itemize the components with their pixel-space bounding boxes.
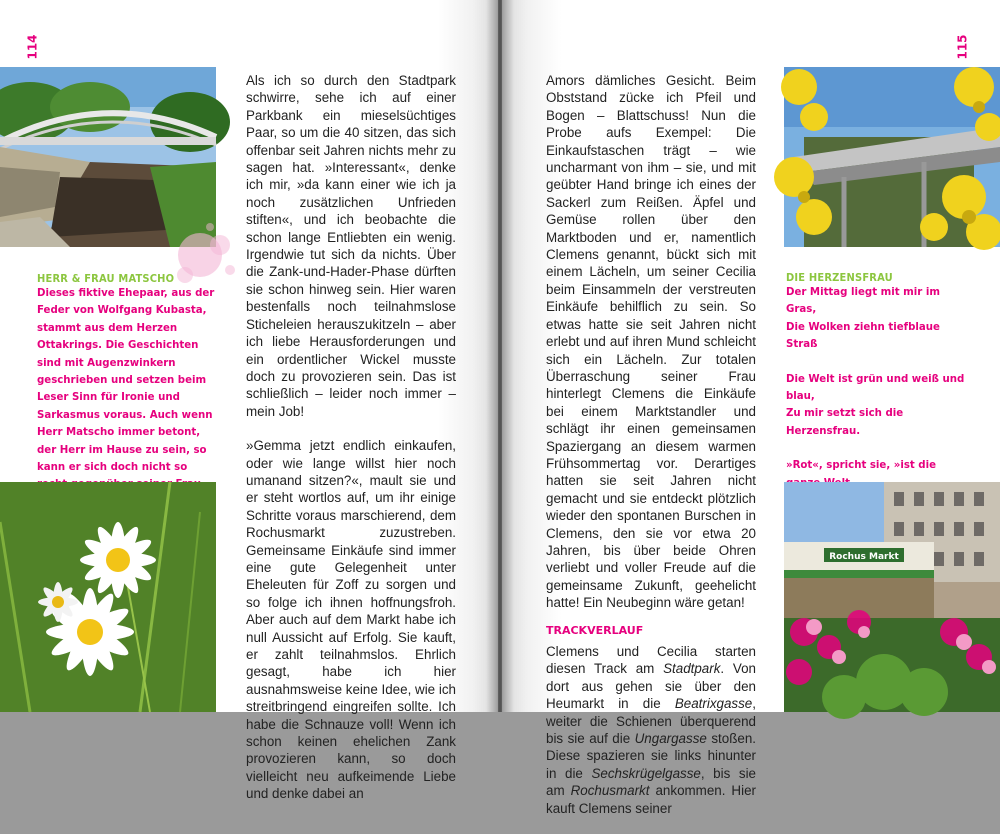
market-sign-text: Rochus Markt: [829, 552, 899, 562]
sidebar-text: Dieses fiktive Ehepaar, aus der Feder von Wolfgang Kubasta, stammt aus dem Herzen Ottakrings. Die Geschichten sind mit Augenzwinkern geschrieben und setzen beim Leser Sinn für Ironie und Sarkasmus voraus. Auch wenn Herr Matscho immer betont, der Herr im Hause zu sein, so kann er sich doch nicht so: [37, 288, 215, 474]
place-beatrixgasse: Beatrixgasse: [674, 696, 753, 712]
poem-line-4: Zu mir setzt sich die Herzensfrau.: [786, 408, 904, 437]
rochusmarkt-photo: [784, 482, 1000, 712]
poem-line-5: »Rot«, spricht sie, »ist die: [786, 460, 937, 472]
forsythia-bridge-photo: [784, 67, 1000, 247]
left-body-text: [246, 72, 456, 820]
place-stadtpark: Stadtpark: [663, 661, 721, 677]
page-number-right: 115: [955, 34, 970, 60]
right-paragraph-1: Amors dämliches Gesicht. Beim Obststand zücke ich Pfeil und Bogen – Blattschuss! Nun die Probe aufs Exempel: Die Einkaufstaschen trägt – wie uncharmant von ihm – sie, und mit geübter Hand bringe ich eines der Sackerl zum Reißen. Äpfel und Gemüse rollen über den Marktboden und er, namentlich Clemens genannt, bückt sich mit einem Lächeln, um seiner Cecilia beim Einsammeln der verstreuten Einkäufe behilflich zu sein. So etwas hatte sie seit Jahren nicht erlebt und auf ihren Mund schleicht sich ein Lächeln. Zur totalen Überraschung seiner Frau hinterlegt Clemens die Einkäufe bei einem Marktstandler und schlägt ihr einen gemeinsamen Spaziergang an diesem warmen Frühsommertag vor. Derartiges hatten sie seit Jahren nicht gemacht und sie entdeckt plötzlich wieder den spontanen Burschen in Clemens, den sie vor etwa 20 Jahren, bis über beide Ohren verliebt und voller Freude auf die gemeinsame Zukunft, geehelicht hatte! Ein Neubeginn wäre getan!: [546, 73, 756, 611]
right-body-text: [546, 72, 756, 834]
place-ungargasse: Ungargasse: [634, 731, 707, 747]
poem-line-1: Der Mittag liegt mit mir im Gras,: [786, 287, 940, 316]
place-sechskruegelgasse: Sechskrügelgasse: [591, 765, 701, 781]
poem-line-3: Die Welt ist grün und weiß und blau,: [786, 373, 965, 403]
left-paragraph-1: Als ich so durch den Stadtpark schwirre, sehe ich auf einer Parkbank ein mieselsüchtiges Paar, so um die 40 sitzen, das sich offenbar seit Jahren nichts mehr zu sagen hat. »Interessant«, denke ich mir, »da kann einer wie ich ja noch zusätzlichen Unfrieden stiften«, und ich beobachte die schon lange Entliebten ein wenig. Irgendwie tut sich da nichts. Über die Zank-und-Hader-Phase dürften sie schon hinweg sein. Hier waren bestenfalls noch teilnahmslose Sticheleien herauszukitzeln – aber ich liebe Herausforderungen und ein ordentlicher Wickel musste doch zu provozieren sein. Das ist schließlich – leider noch immer – mein Job!: [246, 73, 456, 419]
page-number-left: 114: [25, 34, 40, 60]
place-rochusmarkt: Rochusmarkt: [570, 783, 650, 799]
right-page: [502, 0, 1000, 816]
sidebar-title-poem: DIE HERZENSFRAU: [786, 271, 893, 284]
left-page: [0, 0, 498, 802]
track-paragraph: Clemens und Cecilia starten diesen Track am Stadtpark. Von dort aus gehen sie über den Heumarkt in die Beatrixgasse, weiter die Schienen überquerend bis sie auf die Ungargasse stoßen. Diese spazieren sie links hinunter in die Sechskrügelgasse, bis sie am Rochusmarkt ankommen. Hier kauft Clemens seiner: [546, 644, 756, 816]
track-heading: TRACKVERLAUF: [546, 623, 644, 637]
daisy-flowers-photo: [0, 482, 216, 712]
left-paragraph-2: »Gemma jetzt endlich einkaufen, oder wie lange willst hier noch umanand sitzen?«, mault sie und er steht wortlos auf, um ihr einige Schritte voraus marschierend, dem Rochusmarkt zuzustreben. Gemeinsame Einkäufe sind immer eine gute Gelegenheit unter Eheleuten für Zoff zu sorgen und so folge ich ihnen hoffnungsfroh. Aber auch auf dem Markt habe ich null Aussicht auf Erfolg. Sie kauft, er zahlt teilnahmslos. Ehrlich gesagt, habe ich hier ausnahmsweise keine Idee, wie ich streitbringend eingreifen sollte. Ich habe die Schnauze voll! Wenn ich schon keinen ehelichen Zank provozieren kann, so doch vielleicht neu aufkeimende Liebe und denke dabei an: [246, 438, 456, 802]
book-gutter-shadow: [486, 0, 514, 712]
poem-line-2: Die Wolken ziehn tiefblaue Straß: [786, 321, 940, 351]
sidebar-title: HERR & FRAU MATSCHO: [37, 272, 175, 285]
